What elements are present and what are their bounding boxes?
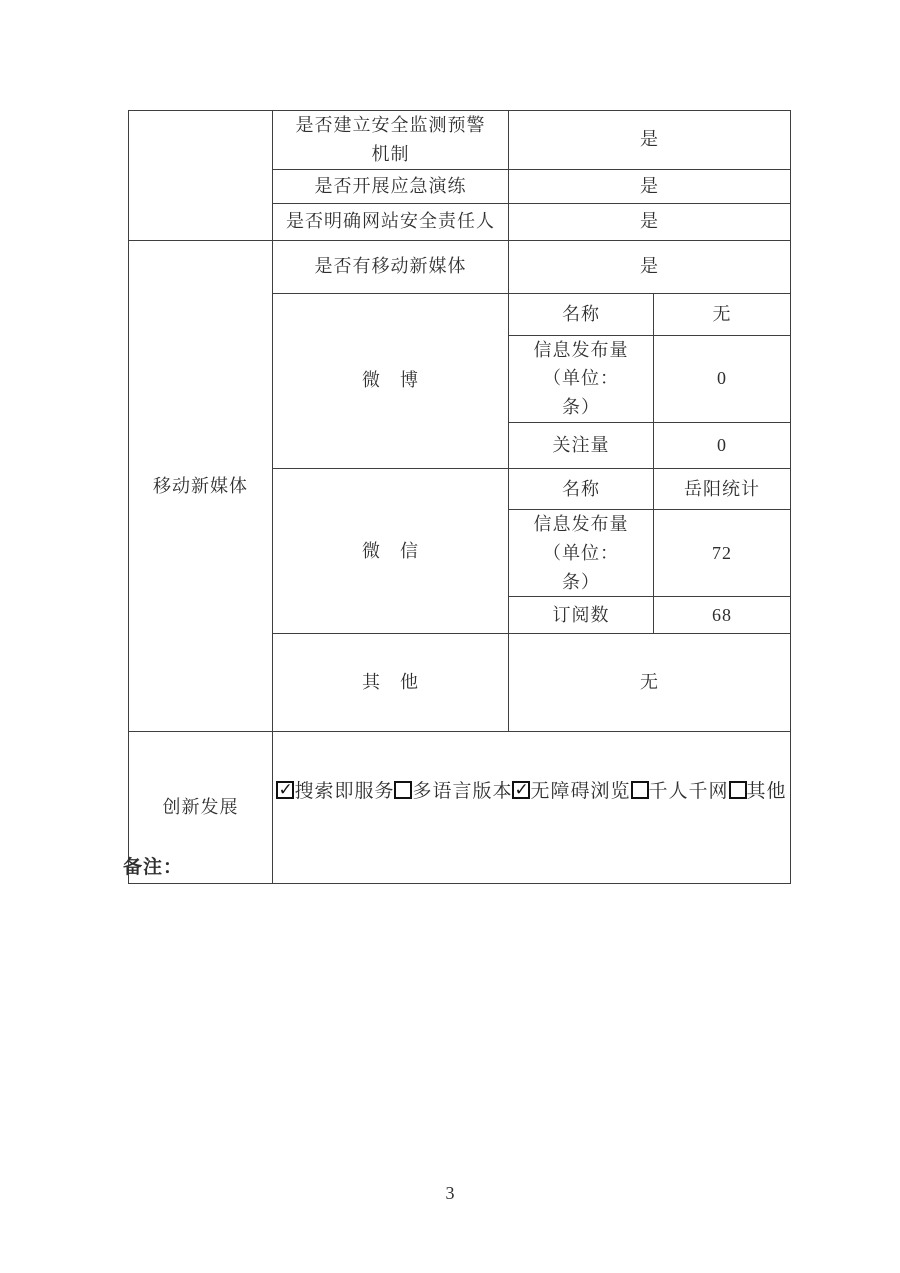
field-label-text: 信息发布量（单位：条） [533,339,629,418]
field-label-cell: 名称 [509,468,654,509]
field-value-cell: 0 [654,335,791,422]
checkbox-icon [512,781,530,799]
innovation-options-cell [273,732,791,884]
table-row [129,732,791,884]
field-label-text: 信息发布量（单位：条） [533,513,629,592]
page-number: 3 [445,1183,455,1203]
checkbox-icon [729,781,747,799]
field-label-cell: 订阅数 [509,597,654,634]
question-cell [273,111,509,170]
field-value-cell: 0 [654,422,791,468]
mobile-section-header-cell: 移动新媒体 [129,240,273,732]
innovation-options-line [273,777,790,807]
checkbox-label: 其他 [746,780,787,802]
report-table [128,110,791,884]
checkbox-label: 千人千网 [648,780,729,802]
table-row [129,111,791,170]
field-label-cell [509,335,654,422]
answer-cell: 是 [509,169,791,203]
weibo-label-cell: 微 博 [273,293,509,468]
checkbox-icon [631,781,649,799]
checkbox-icon [276,781,294,799]
innovation-section-header-cell: 创新发展 [129,732,273,884]
question-cell: 是否开展应急演练 [273,169,509,203]
question-text: 是否建立安全监测预警机制 [295,115,486,164]
table-row [129,240,791,293]
wechat-label-cell: 微 信 [273,468,509,633]
field-value-cell: 72 [654,509,791,596]
question-cell: 是否有移动新媒体 [273,240,509,293]
other-value-cell: 无 [509,634,791,732]
field-value-cell: 68 [654,597,791,634]
other-label-cell: 其 他 [273,634,509,732]
checkbox-label: 搜索即服务 [294,780,395,802]
answer-cell: 是 [509,240,791,293]
checkbox-icon [394,781,412,799]
field-value-cell: 无 [654,293,791,335]
field-label-cell: 关注量 [509,422,654,468]
field-label-cell [509,509,654,596]
security-section-header-cell [129,111,273,241]
question-cell: 是否明确网站安全责任人 [273,203,509,240]
answer-cell: 是 [509,203,791,240]
checkbox-label: 无障碍浏览 [530,780,631,802]
remark-label: 备注： [123,857,184,878]
field-label-cell: 名称 [509,293,654,335]
field-value-cell: 岳阳统计 [654,468,791,509]
checkbox-label: 多语言版本 [412,780,513,802]
answer-cell: 是 [509,111,791,170]
